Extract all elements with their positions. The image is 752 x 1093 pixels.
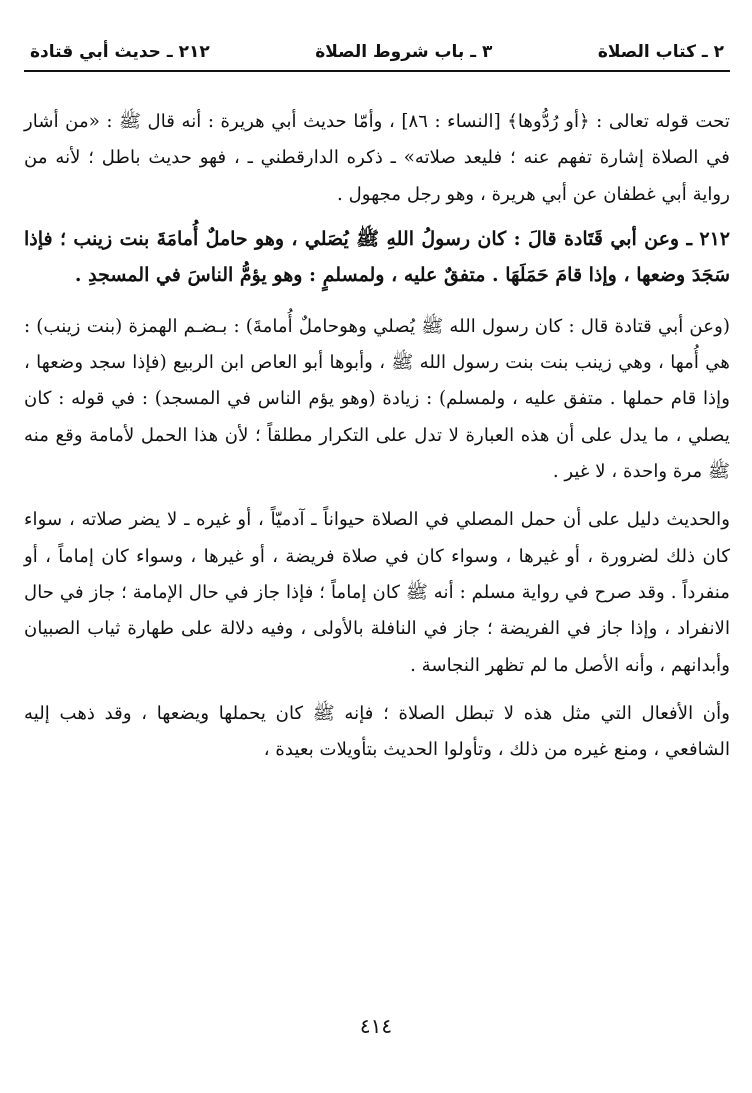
- header-hadith-title: ٢١٢ ـ حديث أبي قتادة: [30, 42, 210, 62]
- book-page: [24, 42, 730, 776]
- paragraph-commentary: (وعن أبي قتادة قال : كان رسول الله ﷺ يُصلي وهوحاملٌ أُمامةَ) : بـضـم الهمزة (بنت زينب) : هي أُمها ، وهي زينب بنت بنت رسول الله ﷺ ، وأبوها أبو العاص ابن الربيع (فإذا سجد وضعها ، وإذا قام حملها . متفق عليه ، ولمسلم) : زيادة (وهو يؤم الناس في المسجد) : في قوله : كان يصلي ، ما يدل على أن هذه العبارة لا تدل على التكرار مطلقاً ؛ لأن هذا الحمل لأمامة وقع منه ﷺ مرة واحدة ، لا غير .: [24, 315, 730, 483]
- page-number: ٤١٤: [359, 1014, 393, 1038]
- header-chapter-title: ٣ ـ باب شروط الصلاة: [315, 42, 493, 62]
- running-header: [24, 42, 730, 72]
- paragraph-continuation: وأن الأفعال التي مثل هذه لا تبطل الصلاة ؛ فإنه ﷺ كان يحملها ويضعها ، وقد ذهب إليه الشافعي ، ومنع غيره من ذلك ، وتأولوا الحديث بتأويلات بعيدة ،: [24, 702, 730, 761]
- page-body: [24, 104, 730, 768]
- header-book-title: ٢ ـ كتاب الصلاة: [597, 42, 724, 62]
- paragraph-intro: تحت قوله تعالى : ﴿أو رُدُّوها﴾ [النساء : ٨٦] ، وأمّا حديث أبي هريرة : أنه قال ﷺ : «من أشار في الصلاة إشارة تفهم عنه ؛ فليعد صلاته» ـ ذكره الدارقطني ـ ، فهو حديث باطل ؛ لأنه من رواية أبي غطفان عن أبي هريرة ، وهو رجل مجهول .: [24, 111, 730, 205]
- paragraph-ruling: والحديث دليل على أن حمل المصلي في الصلاة حيواناً ـ آدميّاً ، أو غيره ـ لا يضر صلاته ، سواء كان ذلك لضرورة ، أو غيرها ، وسواء كان في صلاة فريضة ، أو غيرها ، وسواء كان إماماً ، أو منفرداً . وقد صرح في رواية مسلم : أنه ﷺ كان إماماً ؛ فإذا جاز في حال الإمامة ؛ جاز في حال الانفراد ، وإذا جاز في الفريضة ؛ جاز في النافلة بالأولى ، وفيه دلالة على طهارة ثياب الصبيان وأبدانهم ، وأنه الأصل ما لم تظهر النجاسة .: [24, 509, 730, 676]
- paragraph-hadith-text: ٢١٢ ـ وعن أبي قَتَادة قالَ : كان رسولُ اللهِ ﷺ يُصَلي ، وهو حاملٌ أُمامَةَ بنت زينب ؛ فإذا سَجَدَ وضعها ، وإذا قامَ حَمَلَهَا . متفقٌ عليه ، ولمسلمٍ : وهو يؤمُّ الناسَ في المسجدِ .: [24, 227, 730, 286]
